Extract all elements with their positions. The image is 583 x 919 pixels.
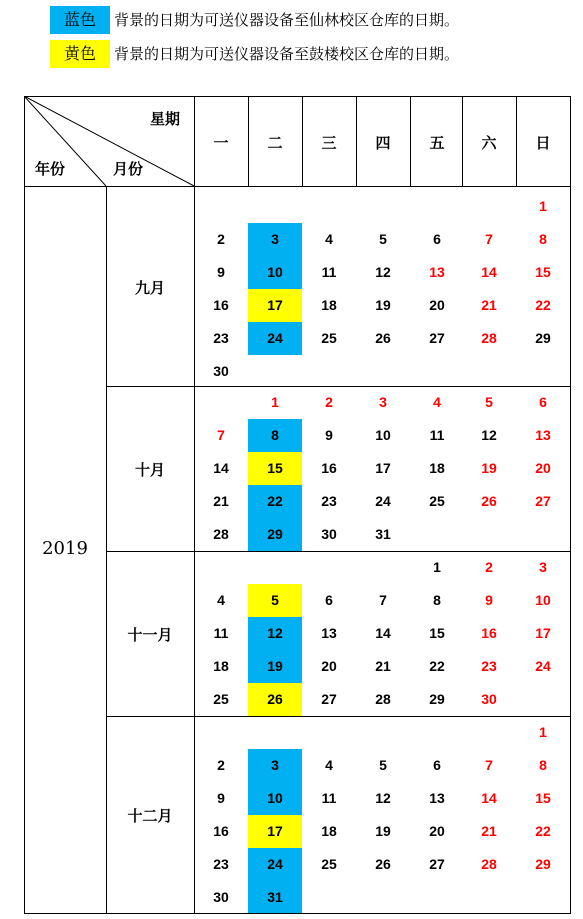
day-cell xyxy=(194,551,248,584)
day-cell: 20 xyxy=(429,297,445,313)
day-cell xyxy=(248,190,302,223)
day-cell: 28 xyxy=(481,330,497,346)
day-cell: 28 xyxy=(375,691,391,707)
day-cell: 10 xyxy=(248,256,302,289)
day-cell: 7 xyxy=(485,231,493,247)
day-cell: 6 xyxy=(433,757,441,773)
day-cell xyxy=(462,355,516,388)
month-label: 十一月 xyxy=(127,625,173,644)
day-cell: 2 xyxy=(485,559,493,575)
day-cell xyxy=(302,355,356,388)
month-divider-3 xyxy=(106,716,570,717)
day-cell: 23 xyxy=(213,856,229,872)
day-cell: 18 xyxy=(213,658,229,674)
day-cell xyxy=(248,355,302,388)
weekday-divider-4 xyxy=(410,96,411,186)
day-cell: 11 xyxy=(321,264,337,280)
day-cell: 8 xyxy=(539,757,547,773)
legend-yellow-swatch: 黄色 xyxy=(50,40,110,68)
day-cell: 20 xyxy=(535,460,551,476)
day-cell: 12 xyxy=(248,617,302,650)
day-cell: 22 xyxy=(535,823,551,839)
month-divider-2 xyxy=(106,551,570,552)
day-cell: 18 xyxy=(321,297,337,313)
day-cell: 1 xyxy=(433,559,441,575)
day-cell xyxy=(462,716,516,749)
day-cell: 11 xyxy=(213,625,229,641)
day-cell xyxy=(356,716,410,749)
table-border-left xyxy=(24,96,25,913)
day-cell: 8 xyxy=(539,231,547,247)
day-cell: 18 xyxy=(321,823,337,839)
day-cell: 5 xyxy=(379,757,387,773)
day-cell: 25 xyxy=(429,493,445,509)
day-cell: 27 xyxy=(535,493,551,509)
legend-yellow-text: 背景的日期为可送仪器设备至鼓楼校区仓库的日期。 xyxy=(114,45,460,63)
day-cell xyxy=(356,551,410,584)
day-cell: 26 xyxy=(375,856,391,872)
day-cell xyxy=(302,881,356,914)
weekday-header-5: 五 xyxy=(429,134,445,152)
day-cell: 7 xyxy=(379,592,387,608)
day-cell: 16 xyxy=(481,625,497,641)
day-cell: 6 xyxy=(539,394,547,410)
day-cell: 4 xyxy=(433,394,441,410)
day-cell: 4 xyxy=(325,757,333,773)
header-month-label: 月份 xyxy=(112,160,143,178)
day-cell: 26 xyxy=(375,330,391,346)
weekday-divider-2 xyxy=(302,96,303,186)
day-cell: 19 xyxy=(375,297,391,313)
day-cell xyxy=(356,355,410,388)
day-cell: 17 xyxy=(535,625,551,641)
day-cell: 26 xyxy=(481,493,497,509)
day-cell: 5 xyxy=(485,394,493,410)
day-cell: 8 xyxy=(248,419,302,452)
day-cell: 20 xyxy=(429,823,445,839)
day-cell: 24 xyxy=(248,848,302,881)
day-cell xyxy=(194,386,248,419)
day-cell xyxy=(302,716,356,749)
day-cell: 30 xyxy=(213,889,229,905)
table-border-bottom xyxy=(24,913,570,914)
day-cell xyxy=(248,716,302,749)
day-cell xyxy=(410,881,464,914)
day-cell: 9 xyxy=(325,427,333,443)
day-cell: 19 xyxy=(375,823,391,839)
day-cell: 21 xyxy=(481,297,497,313)
day-cell: 15 xyxy=(535,264,551,280)
day-cell: 16 xyxy=(213,297,229,313)
weekday-divider-5 xyxy=(462,96,463,186)
day-cell: 13 xyxy=(535,427,551,443)
day-cell: 15 xyxy=(429,625,445,641)
day-cell: 19 xyxy=(248,650,302,683)
day-cell: 29 xyxy=(248,518,302,551)
day-cell: 23 xyxy=(321,493,337,509)
legend-yellow xyxy=(50,40,570,68)
day-cell xyxy=(410,190,464,223)
day-cell: 17 xyxy=(375,460,391,476)
day-cell: 16 xyxy=(321,460,337,476)
day-cell: 3 xyxy=(248,749,302,782)
day-cell xyxy=(462,518,516,551)
day-cell: 25 xyxy=(321,330,337,346)
day-cell: 10 xyxy=(375,427,391,443)
day-cell: 28 xyxy=(481,856,497,872)
day-cell: 24 xyxy=(375,493,391,509)
day-cell: 20 xyxy=(321,658,337,674)
day-cell: 27 xyxy=(429,330,445,346)
month-label: 十月 xyxy=(134,460,165,479)
day-cell: 2 xyxy=(325,394,333,410)
day-cell: 25 xyxy=(213,691,229,707)
month-divider-1 xyxy=(106,386,570,387)
day-cell: 14 xyxy=(213,460,229,476)
day-cell: 2 xyxy=(217,757,225,773)
day-cell: 27 xyxy=(321,691,337,707)
weekday-header-2: 二 xyxy=(267,134,283,152)
table-border-right xyxy=(570,96,571,914)
day-cell: 13 xyxy=(429,790,445,806)
month-label: 十二月 xyxy=(127,806,173,825)
day-cell xyxy=(462,190,516,223)
table-border-top xyxy=(24,96,570,97)
day-cell: 5 xyxy=(248,584,302,617)
day-cell: 11 xyxy=(429,427,445,443)
day-cell: 30 xyxy=(321,526,337,542)
day-cell: 10 xyxy=(535,592,551,608)
day-cell xyxy=(356,190,410,223)
day-cell: 3 xyxy=(379,394,387,410)
day-cell: 3 xyxy=(539,559,547,575)
year-column-divider xyxy=(106,186,107,913)
day-cell: 23 xyxy=(481,658,497,674)
day-cell: 15 xyxy=(248,452,302,485)
day-cell: 17 xyxy=(248,289,302,322)
day-cell xyxy=(410,518,464,551)
day-cell: 1 xyxy=(539,198,547,214)
day-cell xyxy=(516,355,570,388)
day-cell xyxy=(194,716,248,749)
day-cell: 12 xyxy=(481,427,497,443)
day-cell: 30 xyxy=(481,691,497,707)
day-cell xyxy=(248,551,302,584)
day-cell: 9 xyxy=(485,592,493,608)
day-cell: 4 xyxy=(217,592,225,608)
day-cell: 1 xyxy=(539,724,547,740)
day-cell: 18 xyxy=(429,460,445,476)
day-cell: 21 xyxy=(213,493,229,509)
legend-blue-text: 背景的日期为可送仪器设备至仙林校区仓库的日期。 xyxy=(114,11,460,29)
month-label: 九月 xyxy=(134,279,165,297)
day-cell: 14 xyxy=(481,264,497,280)
day-cell: 2 xyxy=(217,231,225,247)
header-year-label: 年份 xyxy=(34,160,65,178)
day-cell xyxy=(462,881,516,914)
day-cell: 27 xyxy=(429,856,445,872)
weekday-header-1: 一 xyxy=(213,134,229,152)
day-cell: 24 xyxy=(535,658,551,674)
day-cell: 7 xyxy=(217,427,225,443)
day-cell: 4 xyxy=(325,231,333,247)
day-cell xyxy=(516,683,570,716)
year-label: 2019 xyxy=(42,538,88,559)
day-cell: 19 xyxy=(481,460,497,476)
day-cell: 29 xyxy=(535,330,551,346)
day-cell: 1 xyxy=(271,394,279,410)
weekday-divider-3 xyxy=(356,96,357,186)
header-week-label: 星期 xyxy=(149,110,180,128)
day-cell: 29 xyxy=(429,691,445,707)
legend-blue-swatch: 蓝色 xyxy=(50,6,110,34)
day-cell: 21 xyxy=(481,823,497,839)
day-cell: 6 xyxy=(325,592,333,608)
day-cell: 15 xyxy=(535,790,551,806)
day-cell: 29 xyxy=(535,856,551,872)
day-cell xyxy=(410,355,464,388)
day-cell xyxy=(516,881,570,914)
day-cell: 28 xyxy=(213,526,229,542)
weekday-header-6: 六 xyxy=(481,134,497,152)
day-cell: 9 xyxy=(217,264,225,280)
day-cell: 13 xyxy=(321,625,337,641)
weekday-divider-1 xyxy=(248,96,249,186)
day-cell: 14 xyxy=(481,790,497,806)
day-cell: 13 xyxy=(429,264,445,280)
weekday-divider-6 xyxy=(516,96,517,186)
weekday-header-4: 四 xyxy=(375,134,391,152)
weekday-header-7: 日 xyxy=(535,134,551,152)
day-cell: 3 xyxy=(248,223,302,256)
legend-blue xyxy=(50,6,570,34)
day-cell: 23 xyxy=(213,330,229,346)
day-cell xyxy=(516,518,570,551)
day-cell xyxy=(302,190,356,223)
day-cell xyxy=(302,551,356,584)
day-cell: 11 xyxy=(321,790,337,806)
day-cell: 30 xyxy=(213,363,229,379)
day-cell: 5 xyxy=(379,231,387,247)
day-cell: 25 xyxy=(321,856,337,872)
day-cell: 8 xyxy=(433,592,441,608)
day-cell xyxy=(356,881,410,914)
day-cell: 6 xyxy=(433,231,441,247)
day-cell: 17 xyxy=(248,815,302,848)
day-cell: 12 xyxy=(375,264,391,280)
day-cell: 24 xyxy=(248,322,302,355)
day-cell: 26 xyxy=(248,683,302,716)
weekday-header-3: 三 xyxy=(321,134,337,152)
day-cell: 22 xyxy=(535,297,551,313)
day-cell: 21 xyxy=(375,658,391,674)
day-cell: 16 xyxy=(213,823,229,839)
day-cell: 12 xyxy=(375,790,391,806)
day-cell xyxy=(410,716,464,749)
day-cell: 14 xyxy=(375,625,391,641)
day-cell: 22 xyxy=(248,485,302,518)
day-cell xyxy=(194,190,248,223)
day-cell: 31 xyxy=(248,881,302,914)
day-cell: 9 xyxy=(217,790,225,806)
day-cell: 10 xyxy=(248,782,302,815)
day-cell: 7 xyxy=(485,757,493,773)
day-cell: 22 xyxy=(429,658,445,674)
day-cell: 31 xyxy=(375,526,391,542)
month-column-divider xyxy=(194,96,195,913)
